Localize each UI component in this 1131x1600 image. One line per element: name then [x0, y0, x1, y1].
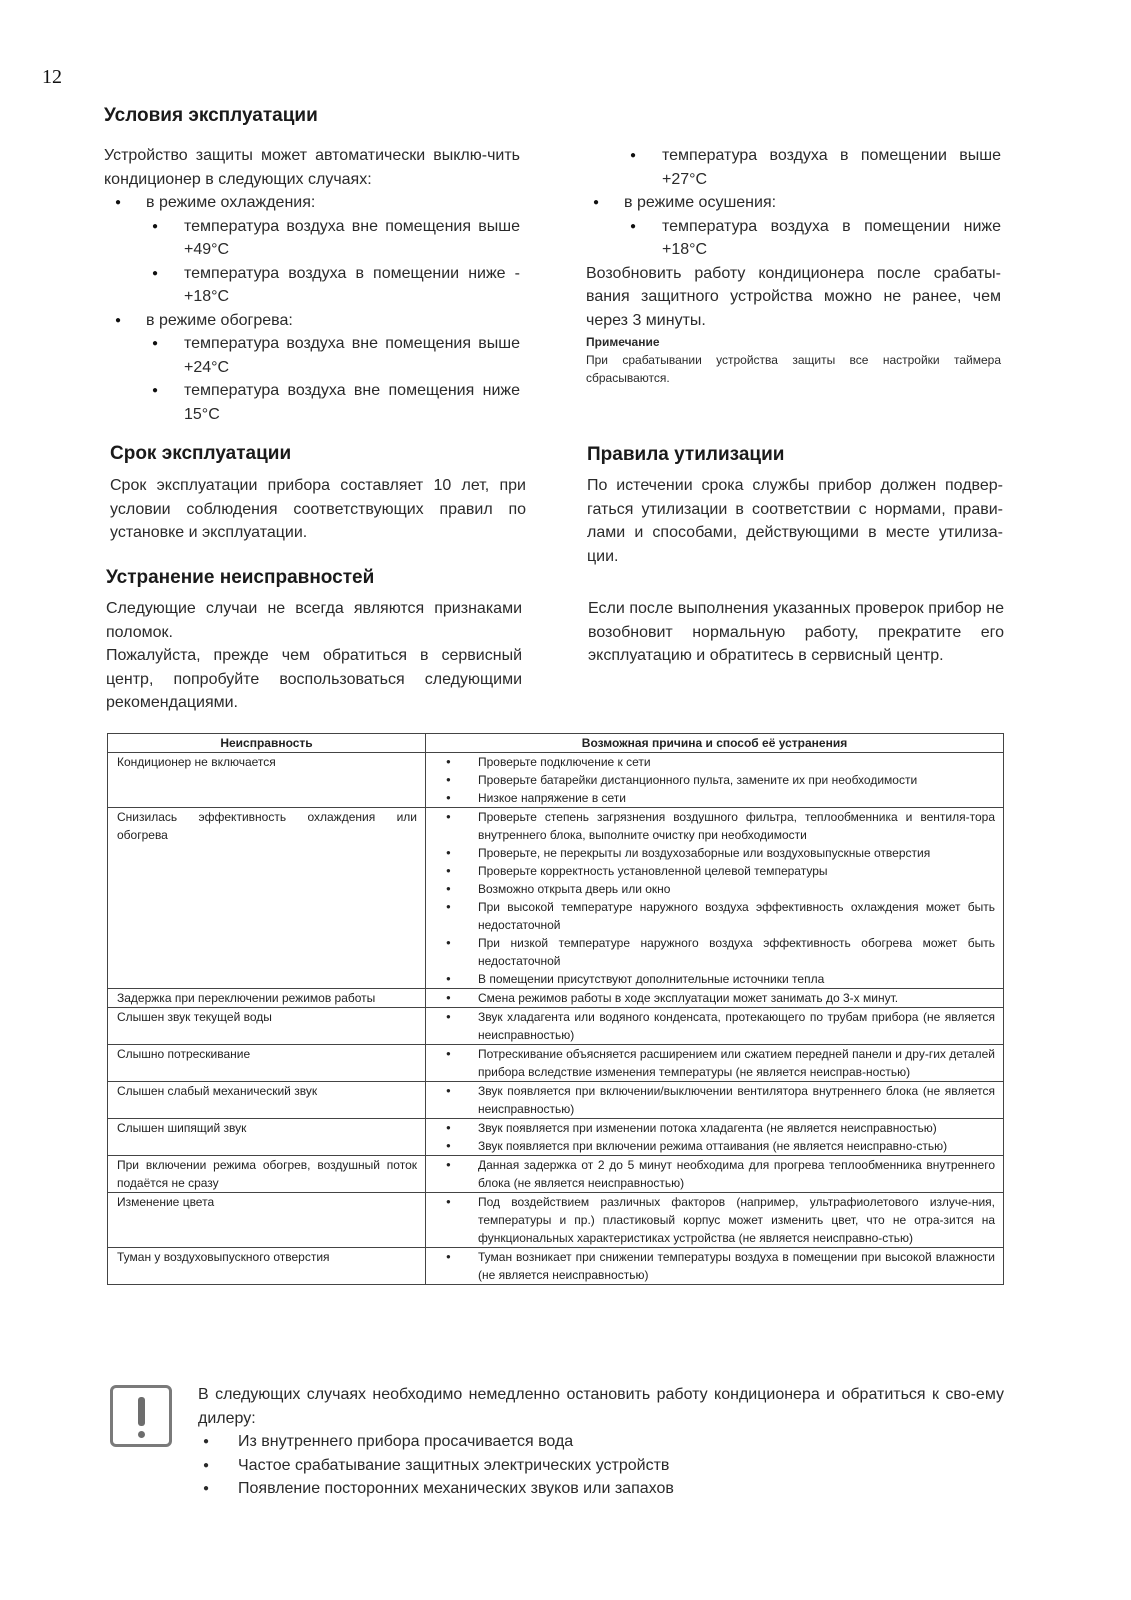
resume-text: Возобновить работу кондиционера после срабаты-вания защитного устройства можно не ранее, чем через 3 минуты.	[586, 264, 1001, 329]
table-row	[108, 808, 1004, 989]
note-title: Примечание	[586, 335, 660, 349]
condition-item: ● температура воздуха в помещении выше +27°С	[582, 144, 1001, 191]
cause-cell	[426, 753, 1004, 808]
cause-cell	[426, 1193, 1004, 1248]
cause-item: ● Потрескивание объясняется расширением или сжатием передней панели и дру-гих деталей прибора вследствие изменения температуры (не является неисправ-ностью)	[426, 1045, 995, 1081]
cause-item: ● Проверьте корректность установленной целевой температуры	[426, 862, 995, 880]
condition-item: ● температура воздуха в помещении ниже -+18°С	[104, 262, 520, 309]
cause-item: ● При высокой температуре наружного воздуха эффективность охлаждения может быть недостаточной	[426, 898, 995, 934]
problem-cell: При включении режима обогрев, воздушный поток подаётся не сразу	[108, 1156, 426, 1193]
cause-item: ● При низкой температуре наружного воздуха эффективность обогрева может быть недостаточной	[426, 934, 995, 970]
table-row	[108, 1156, 1004, 1193]
cause-item: ● Звук появляется при включении/выключении вентилятора внутреннего блока (не является неисправностью)	[426, 1082, 995, 1118]
problem-cell: Слышно потрескивание	[108, 1045, 426, 1082]
cause-item: ● Туман возникает при снижении температуры воздуха в помещении при высокой влажности (не является неисправностью)	[426, 1248, 995, 1284]
section-title-troubleshooting: Устранение неисправностей	[106, 567, 375, 588]
table-header-cause: Возможная причина и способ её устранения	[426, 734, 1004, 753]
exclamation-box-icon	[110, 1385, 172, 1447]
problem-cell: Слышен шипящий звук	[108, 1119, 426, 1156]
problem-cell: Изменение цвета	[108, 1193, 426, 1248]
problem-cell: Туман у воздуховыпускного отверстия	[108, 1248, 426, 1285]
troubleshooting-table	[107, 733, 1004, 1285]
operating-conditions-intro: Устройство защиты может автоматически выклю-чить кондиционер в следующих случаях:	[104, 147, 520, 188]
cause-item: ● Проверьте, не перекрыты ли воздухозаборные или воздуховыпускные отверстия	[426, 844, 995, 862]
problem-cell: Задержка при переключении режимов работы	[108, 989, 426, 1008]
cause-item: ● Проверьте батарейки дистанционного пульта, замените их при необходимости	[426, 771, 995, 789]
cause-cell	[426, 1082, 1004, 1119]
mode-heating: ● в режиме обогрева:	[104, 309, 520, 333]
cause-item: ● Под воздействием различных факторов (например, ультрафиолетового излуче-ния, температуры и пр.) пластиковый корпус может изменить цвет, что не отра-зится на функциональных характеристиках устройства (не является неисправно-стью)	[426, 1193, 995, 1247]
service-life-text: Срок эксплуатации прибора составляет 10 лет, при условии соблюдения соответствующих правил по установке и эксплуатации.	[110, 477, 526, 541]
cause-item: ● Смена режимов работы в ходе эксплуатации может занимать до 3-х минут.	[426, 989, 995, 1007]
section-title-disposal: Правила утилизации	[587, 444, 785, 465]
cause-item: ● Звук появляется при включении режима оттаивания (не является неисправно-стью)	[426, 1137, 995, 1155]
page-number: 12	[42, 66, 62, 88]
troubleshooting-intro: Следующие случаи не всегда являются признаками поломок. Пожалуйста, прежде чем обратиться в сервисный центр, попробуйте воспользоваться следующими рекомендациями.	[106, 600, 522, 711]
disposal-text: По истечении срока службы прибор должен подвер-гаться утилизации в соответствии с нормами, прави-лами и способами, действующими в месте утилиза-ции.	[587, 477, 1003, 565]
table-row	[108, 989, 1004, 1008]
cause-cell	[426, 1045, 1004, 1082]
condition-item: ● температура воздуха вне помещения выше +24°С	[104, 332, 520, 379]
warning-block	[198, 1383, 1004, 1501]
cause-cell	[426, 1248, 1004, 1285]
cause-cell	[426, 1156, 1004, 1193]
problem-cell: Снизилась эффективность охлаждения или обогрева	[108, 808, 426, 989]
cause-item: ● Низкое напряжение в сети	[426, 789, 995, 807]
table-row	[108, 753, 1004, 808]
cause-item: ● Звук хладагента или водяного конденсата, протекающего по трубам прибора (не является неисправностью)	[426, 1008, 995, 1044]
condition-item: ● температура воздуха вне помещения ниже 15°С	[104, 379, 520, 426]
cause-cell	[426, 808, 1004, 989]
operating-conditions-right	[586, 144, 1001, 387]
warning-text: В следующих случаях необходимо немедленно остановить работу кондиционера и обратиться к сво-ему дилеру:	[198, 1386, 1004, 1427]
table-header-problem: Неисправность	[108, 734, 426, 753]
table-row	[108, 1008, 1004, 1045]
cause-item: ● Данная задержка от 2 до 5 минут необходима для прогрева теплообменника внутреннего блока (не является неисправностью)	[426, 1156, 995, 1192]
cause-item: ● Звук появляется при изменении потока хладагента (не является неисправностью)	[426, 1119, 995, 1137]
problem-cell: Слышен звук текущей воды	[108, 1008, 426, 1045]
table-header-row	[108, 734, 1004, 753]
warning-item: ● Появление посторонних механических звуков или запахов	[198, 1477, 1004, 1501]
cause-item: ● В помещении присутствуют дополнительные источники тепла	[426, 970, 995, 988]
section-title-service-life: Срок эксплуатации	[110, 443, 292, 464]
condition-item: ● температура воздуха вне помещения выше +49°С	[104, 215, 520, 262]
table-row	[108, 1119, 1004, 1156]
cause-cell	[426, 1119, 1004, 1156]
table-row	[108, 1045, 1004, 1082]
problem-cell: Кондиционер не включается	[108, 753, 426, 808]
cause-cell	[426, 989, 1004, 1008]
operating-conditions-left	[104, 144, 520, 426]
cause-item: ● Проверьте подключение к сети	[426, 753, 995, 771]
troubleshooting-right-text: Если после выполнения указанных проверок прибор не возобновит нормальную работу, прекратите его эксплуатацию и обратитесь в сервисный центр.	[588, 600, 1004, 664]
cause-item: ● Возможно открыта дверь или окно	[426, 880, 995, 898]
table-row	[108, 1082, 1004, 1119]
note-text: При срабатывании устройства защиты все настройки таймера сбрасываются.	[586, 353, 1001, 385]
table-row	[108, 1248, 1004, 1285]
condition-item: ● температура воздуха в помещении ниже +18°С	[582, 215, 1001, 262]
cause-item: ● Проверьте степень загрязнения воздушного фильтра, теплообменника и вентиля-тора внутреннего блока, выполните очистку при необходимости	[426, 808, 995, 844]
warning-item: ● Частое срабатывание защитных электрических устройств	[198, 1454, 1004, 1478]
mode-cooling: ● в режиме охлаждения:	[104, 191, 520, 215]
mode-dry: ● в режиме осушения:	[582, 191, 1001, 215]
warning-item: ● Из внутреннего прибора просачивается вода	[198, 1430, 1004, 1454]
problem-cell: Слышен слабый механический звук	[108, 1082, 426, 1119]
cause-cell	[426, 1008, 1004, 1045]
table-row	[108, 1193, 1004, 1248]
section-title-operating-conditions: Условия эксплуатации	[104, 105, 318, 126]
